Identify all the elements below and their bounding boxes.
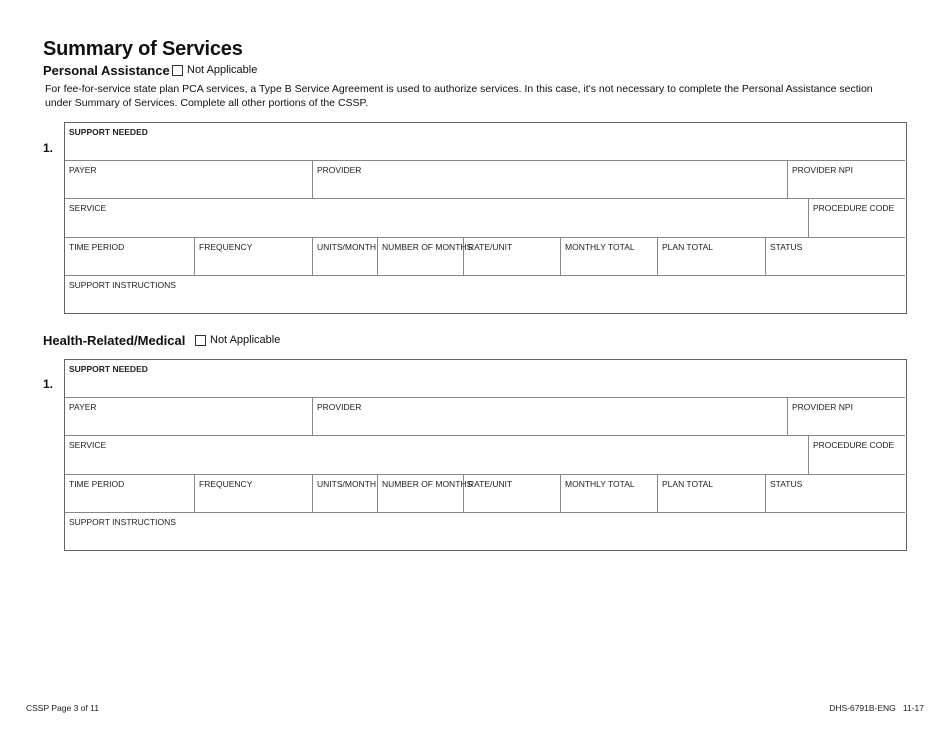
field-label: SERVICE [69, 440, 107, 450]
field-label: STATUS [770, 479, 803, 489]
support-instructions-field[interactable] [65, 513, 905, 549]
support-instructions-field[interactable] [65, 276, 905, 312]
units-month-field[interactable] [313, 238, 378, 276]
not-applicable-checkbox-personal-assistance[interactable] [172, 64, 257, 76]
field-label: STATUS [770, 242, 803, 252]
field-label: PROVIDER [317, 402, 362, 412]
rate-unit-field[interactable] [464, 238, 561, 276]
units-month-field[interactable] [313, 475, 378, 513]
monthly-total-field[interactable] [561, 475, 658, 513]
field-label: PROVIDER [317, 165, 362, 175]
checkbox-label: Not Applicable [210, 334, 281, 346]
field-label: PLAN TOTAL [662, 242, 714, 252]
number-of-months-field[interactable] [378, 475, 473, 513]
provider-npi-field[interactable] [788, 398, 905, 436]
time-period-field[interactable] [65, 475, 195, 513]
payer-field[interactable] [65, 161, 313, 199]
checkbox-box[interactable] [195, 335, 206, 346]
page-title: Summary of Services [43, 38, 243, 60]
plan-total-field[interactable] [658, 475, 766, 513]
personal-assistance-form-table [64, 122, 907, 314]
status-field[interactable] [766, 475, 905, 513]
field-label: PAYER [69, 165, 97, 175]
field-label: MONTHLY TOTAL [565, 242, 635, 252]
field-label: NUMBER OF MONTHS [382, 242, 473, 252]
number-of-months-field[interactable] [378, 238, 473, 276]
field-label: FREQUENCY [199, 242, 253, 252]
time-period-field[interactable] [65, 238, 195, 276]
field-label: SERVICE [69, 203, 107, 213]
procedure-code-field[interactable] [809, 199, 905, 238]
item-number: 1. [43, 377, 54, 391]
provider-field[interactable] [313, 161, 788, 199]
field-label: PROVIDER NPI [792, 402, 853, 412]
not-applicable-checkbox-health-related[interactable] [195, 334, 280, 346]
provider-npi-field[interactable] [788, 161, 905, 199]
footer-page-label: CSSP Page 3 of 11 [26, 703, 99, 713]
intro-paragraph: For fee-for-service state plan PCA services, a Type B Service Agreement is used to authorize services. In this case, it's not necessary to complete the Personal Assistance section under Summary of Services. Complete all other portions of the CSSP. [45, 83, 873, 109]
section-heading-personal-assistance: Personal Assistance [43, 63, 170, 78]
field-label: UNITS/MONTH [317, 479, 377, 489]
field-label: PROVIDER NPI [792, 165, 853, 175]
field-label: TIME PERIOD [69, 242, 125, 252]
status-field[interactable] [766, 238, 905, 276]
field-label: UNITS/MONTH [317, 242, 377, 252]
field-label: PROCEDURE CODE [813, 203, 895, 213]
field-label: RATE/UNIT [468, 479, 513, 489]
frequency-field[interactable] [195, 475, 313, 513]
footer-form-code: DHS-6791B-ENG 11-17 [829, 703, 924, 713]
service-field[interactable] [65, 436, 809, 475]
item-number: 1. [43, 141, 54, 155]
provider-field[interactable] [313, 398, 788, 436]
field-label: MONTHLY TOTAL [565, 479, 635, 489]
field-label: SUPPORT INSTRUCTIONS [69, 280, 176, 290]
field-label: TIME PERIOD [69, 479, 125, 489]
service-field[interactable] [65, 199, 809, 238]
field-label: SUPPORT NEEDED [69, 364, 148, 374]
support-needed-field[interactable] [65, 123, 905, 161]
field-label: NUMBER OF MONTHS [382, 479, 473, 489]
frequency-field[interactable] [195, 238, 313, 276]
field-label: PLAN TOTAL [662, 479, 714, 489]
health-related-form-table [64, 359, 907, 551]
procedure-code-field[interactable] [809, 436, 905, 475]
field-label: FREQUENCY [199, 479, 253, 489]
monthly-total-field[interactable] [561, 238, 658, 276]
section-heading-health-related-medical: Health-Related/Medical [43, 333, 186, 348]
plan-total-field[interactable] [658, 238, 766, 276]
field-label: PAYER [69, 402, 97, 412]
field-label: SUPPORT INSTRUCTIONS [69, 517, 176, 527]
support-needed-field[interactable] [65, 360, 905, 398]
field-label: RATE/UNIT [468, 242, 513, 252]
rate-unit-field[interactable] [464, 475, 561, 513]
checkbox-label: Not Applicable [187, 64, 258, 76]
field-label: SUPPORT NEEDED [69, 127, 148, 137]
checkbox-box[interactable] [172, 65, 183, 76]
payer-field[interactable] [65, 398, 313, 436]
field-label: PROCEDURE CODE [813, 440, 895, 450]
